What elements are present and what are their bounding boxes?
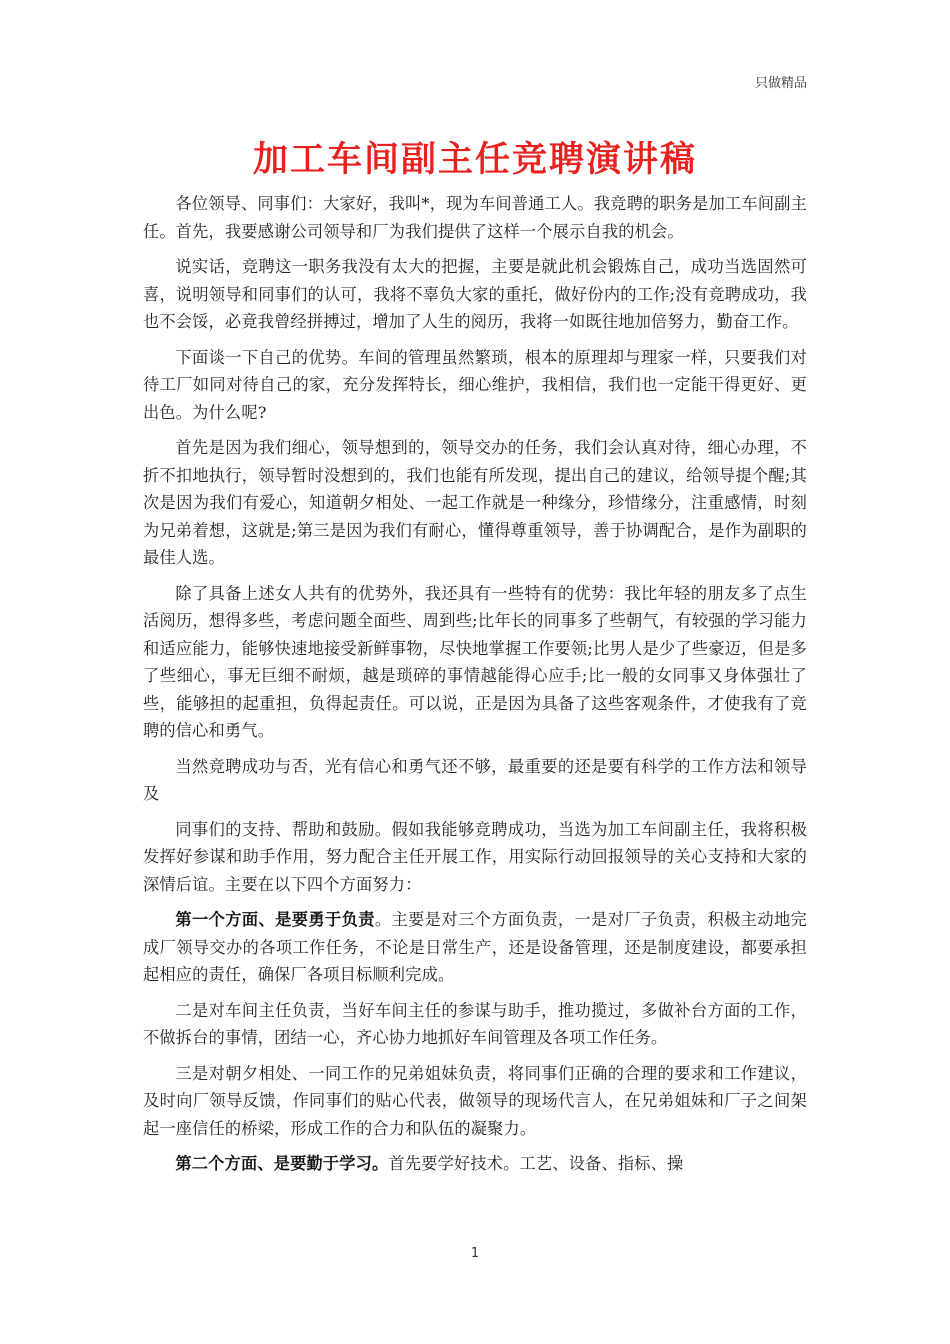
paragraph [143, 190, 807, 245]
paragraph-text: 二是对车间主任负责，当好车间主任的参谋与助手，推功揽过，多做补台方面的工作，不做拆台的事情，团结一心，齐心协力地抓好车间管理及各项工作任务。 [143, 1000, 807, 1047]
paragraph [143, 997, 807, 1052]
paragraph [143, 580, 807, 745]
document-title: 加工车间副主任竞聘演讲稿 [252, 139, 697, 180]
page-number: 1 [470, 1246, 480, 1261]
paragraph-text: 首先是因为我们细心，领导想到的，领导交办的任务，我们会认真对待，细心办理，不折不扣地执行，领导暂时没想到的，我们也能有所发现，提出自己的建议，给领导提个醒;其次是因为我们有爱心，知道朝夕相处、一起工作就是一种缘分，珍惜缘分，注重感情，时刻为兄弟着想，这就是;第三是因为我们有耐心，懂得尊重领导，善于协调配合，是作为副职的最佳人选。 [143, 438, 807, 567]
paragraph-text: 除了具备上述女人共有的优势外，我还具有一些特有的优势：我比年轻的朋友多了点生活阅历，想得多些，考虑问题全面些、周到些;比年长的同事多了些朝气，有较强的学习能力和适应能力，能够快速地接受新鲜事物，尽快地掌握工作要领;比男人是少了些豪迈，但是多了些细心，事无巨细不耐烦，越是琐碎的事情越能得心应手;比一般的女同事又身体强壮了些，能够担的起重担，负得起责任。可以说，正是因为具备了这些客观条件，才使我有了竞聘的信心和勇气。 [143, 583, 807, 740]
paragraph-lead: 第一个方面、是要勇于负责 [175, 910, 375, 929]
paragraph-text: 。主要是对三个方面负责，一是对厂子负责，积极主动地完成厂领导交办的各项工作任务，不论是日常生产，还是设备管理，还是制度建设，都要承担起相应的责任，确保厂各项目标顺利完成。 [143, 910, 807, 984]
paragraph-lead: 第二个方面、是要勤于学习。 [175, 1154, 389, 1173]
paragraph [143, 816, 807, 899]
paragraph [143, 434, 807, 572]
paragraph [143, 253, 807, 336]
header-tag: 只做精品 [754, 76, 807, 91]
paragraph-text: 各位领导、同事们：大家好，我叫*，现为车间普通工人。我竞聘的职务是加工车间副主任。首先，我要感谢公司领导和厂为我们提供了这样一个展示自我的机会。 [143, 194, 807, 241]
paragraph-text: 首先要学好技术。工艺、设备、指标、操 [388, 1154, 684, 1173]
paragraph [143, 906, 807, 989]
paragraph-text: 当然竞聘成功与否，光有信心和勇气还不够，最重要的还是要有科学的工作方法和领导及 [143, 756, 807, 803]
paragraph [143, 1150, 807, 1178]
paragraph [143, 344, 807, 427]
paragraph [143, 753, 807, 808]
paragraph-text: 同事们的支持、帮助和鼓励。假如我能够竞聘成功，当选为加工车间副主任，我将积极发挥好参谋和助手作用，努力配合主任开展工作，用实际行动回报领导的关心支持和大家的深情后谊。主要在以下四个方面努力： [143, 819, 807, 894]
paragraph-text: 说实话，竞聘这一职务我没有太大的把握，主要是就此机会锻炼自己，成功当选固然可喜，说明领导和同事们的认可，我将不辜负大家的重托，做好份内的工作;没有竞聘成功，我也不会馁，必竟我曾经拼搏过，增加了人生的阅历，我将一如既往地加倍努力，勤奋工作。 [143, 257, 807, 331]
paragraph-text: 下面谈一下自己的优势。车间的管理虽然繁琐，根本的原理却与理家一样，只要我们对待工厂如同对待自己的家，充分发挥特长，细心维护，我相信，我们也一定能干得更好、更出色。为什么呢? [143, 347, 807, 422]
document-body [143, 190, 807, 1186]
paragraph-text: 三是对朝夕相处、一同工作的兄弟姐妹负责，将同事们正确的合理的要求和工作建议，及时向厂领导反馈，作同事们的贴心代表，做领导的现场代言人，在兄弟姐妹和厂子之间架起一座信任的桥梁，形成工作的合力和队伍的凝聚力。 [143, 1063, 807, 1138]
paragraph [143, 1060, 807, 1143]
